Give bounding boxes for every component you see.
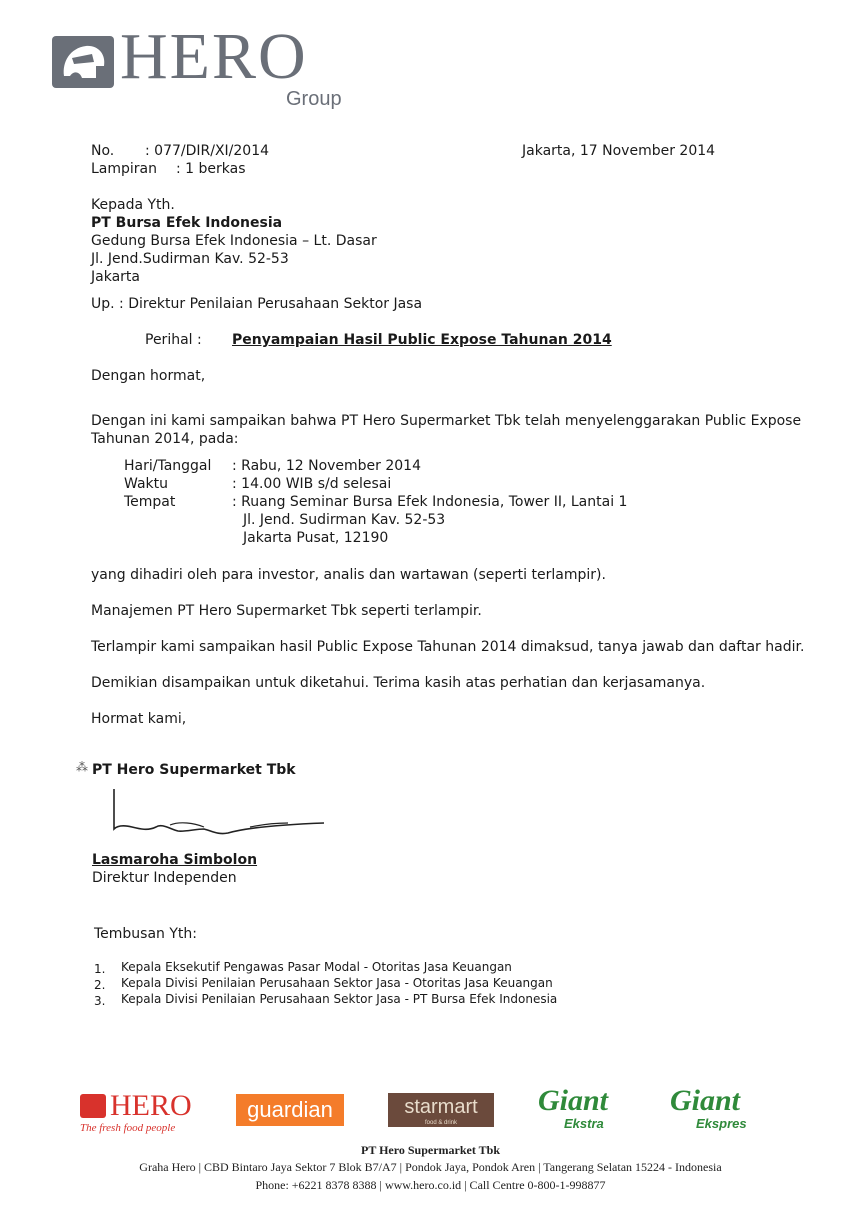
logo-subtext: Group: [286, 88, 342, 110]
lampiran-label: Lampiran: [91, 161, 158, 177]
attached-paragraph: Terlampir kami sampaikan hasil Public Expose Tahunan 2014 dimaksud, tanya jawab dan daftar hadir.: [91, 639, 805, 655]
cc-item-number: 2.: [94, 978, 106, 992]
cc-item-number: 3.: [94, 994, 106, 1008]
detail-label-place: Tempat: [124, 494, 176, 510]
recipient-address-3: Jakarta: [91, 269, 140, 285]
recipient-address-1: Gedung Bursa Efek Indonesia – Lt. Dasar: [91, 233, 377, 249]
place-date: Jakarta, 17 November 2014: [522, 143, 716, 159]
stamp-mark-icon: ⁂: [76, 760, 88, 774]
no-label: No.: [91, 143, 115, 159]
hero-group-logo: [52, 20, 352, 112]
closing-paragraph: Demikian disampaikan untuk diketahui. Terima kasih atas perhatian dan kerjasamanya.: [91, 675, 706, 691]
warrior-helmet-icon: [52, 36, 114, 88]
intro-line-1: Dengan ini kami sampaikan bahwa PT Hero Supermarket Tbk telah menyelenggarakan Public Expose: [91, 413, 802, 429]
hero-tagline: The fresh food people: [80, 1122, 176, 1134]
footer-address: Graha Hero | CBD Bintaro Jaya Sektor 7 Blok B7/A7 | Pondok Jaya, Pondok Aren | Tangerang Selatan 15224 - Indonesia: [139, 1160, 722, 1174]
starmart-subtext: food & drink: [424, 1120, 458, 1126]
footer-contact: Phone: +6221 8378 8388 | www.hero.co.id | Call Centre 0-800-1-998877: [255, 1178, 606, 1192]
recipient-address-2: Jl. Jend.Sudirman Kav. 52-53: [91, 251, 289, 267]
subject-title: Penyampaian Hasil Public Expose Tahunan 2014: [232, 332, 612, 348]
venue-address-line: Jl. Jend. Sudirman Kav. 52-53: [243, 512, 446, 528]
giant-ekspres-logo: [670, 1086, 747, 1131]
signing-company: PT Hero Supermarket Tbk: [92, 762, 296, 778]
venue-city-line: Jakarta Pusat, 12190: [243, 530, 389, 546]
hero-helmet-icon: [80, 1094, 106, 1118]
hero-brand-text: HERO: [110, 1089, 192, 1122]
kepada-label: Kepada Yth.: [91, 197, 175, 213]
signer-name: Lasmaroha Simbolon: [92, 852, 258, 868]
starmart-brand-text: starmart: [404, 1096, 478, 1118]
giant-ekstra-logo: [538, 1086, 608, 1131]
detail-label-date: Hari/Tanggal: [124, 458, 212, 474]
signer-title: Direktur Independen: [92, 870, 237, 886]
giant-ekstra-name: Giant: [538, 1084, 609, 1117]
guardian-brand-logo: guardian: [236, 1094, 344, 1126]
attention-line: Up. : Direktur Penilaian Perusahaan Sektor Jasa: [91, 296, 423, 312]
giant-ekstra-sub: Ekstra: [564, 1116, 604, 1131]
regards: Hormat kami,: [91, 711, 187, 727]
attended-paragraph: yang dihadiri oleh para investor, analis dan wartawan (seperti terlampir).: [91, 567, 606, 583]
cc-title: Tembusan Yth:: [94, 926, 198, 942]
salutation: Dengan hormat,: [91, 368, 206, 384]
lampiran-value: : 1 berkas: [176, 161, 246, 177]
hero-brand-logo: [80, 1090, 210, 1134]
cc-item-text: Kepala Eksekutif Pengawas Pasar Modal - Otoritas Jasa Keuangan: [121, 960, 512, 974]
management-paragraph: Manajemen PT Hero Supermarket Tbk seperti terlampir.: [91, 603, 482, 619]
recipient-name: PT Bursa Efek Indonesia: [91, 215, 283, 231]
cc-item-text: Kepala Divisi Penilaian Perusahaan Sektor Jasa - Otoritas Jasa Keuangan: [121, 976, 553, 990]
starmart-brand-logo: [388, 1093, 494, 1127]
intro-line-2: Tahunan 2014, pada:: [91, 431, 239, 447]
detail-value-date: : Rabu, 12 November 2014: [232, 458, 421, 474]
giant-ekspres-sub: Ekspres: [696, 1116, 747, 1131]
cc-item-text: Kepala Divisi Penilaian Perusahaan Sektor Jasa - PT Bursa Efek Indonesia: [121, 992, 558, 1006]
no-value: : 077/DIR/XI/2014: [145, 143, 270, 159]
giant-ekspres-name: Giant: [670, 1084, 741, 1117]
footer-company: PT Hero Supermarket Tbk: [360, 1143, 500, 1157]
detail-value-place: : Ruang Seminar Bursa Efek Indonesia, Tower II, Lantai 1: [232, 494, 628, 510]
detail-label-time: Waktu: [124, 476, 168, 492]
cc-item-number: 1.: [94, 962, 106, 976]
signature-image: [100, 785, 330, 845]
detail-value-time: : 14.00 WIB s/d selesai: [232, 476, 392, 492]
logo-text: HERO: [120, 20, 308, 93]
perihal-label: Perihal :: [145, 332, 202, 348]
